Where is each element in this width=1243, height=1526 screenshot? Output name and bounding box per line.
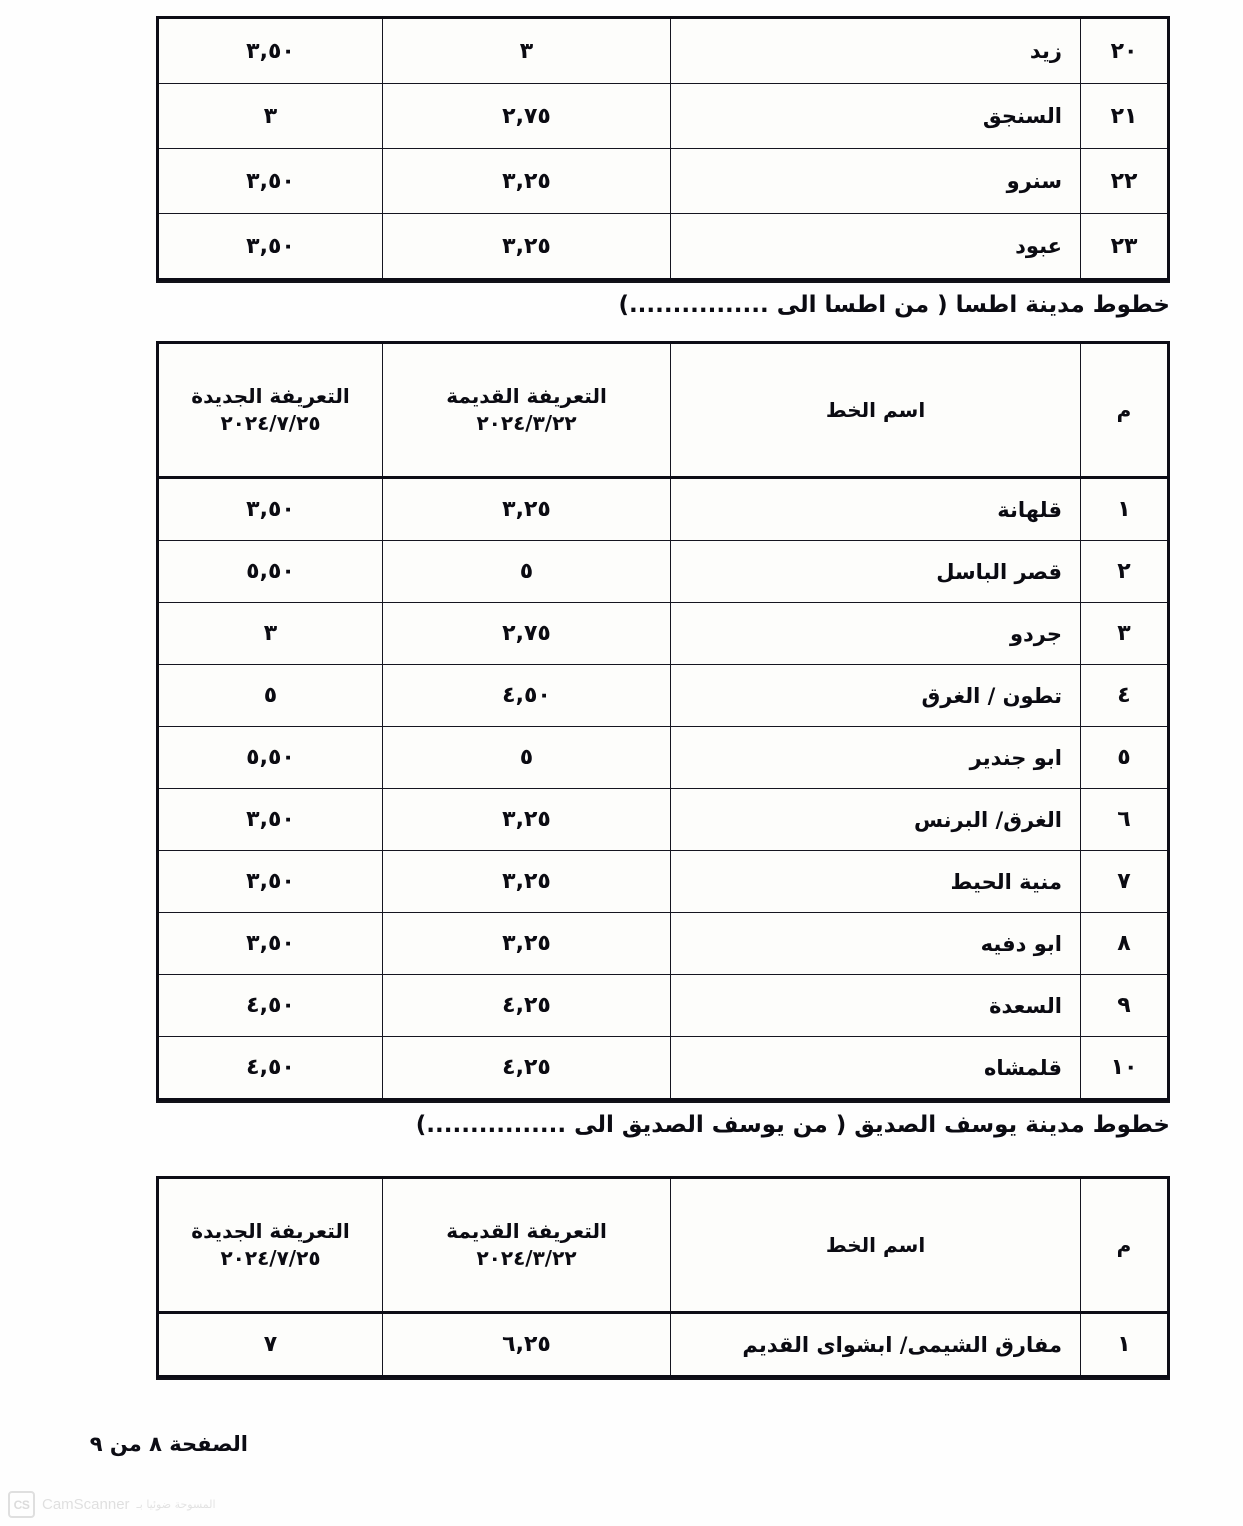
table-row: [158, 975, 1169, 1037]
table-row: [158, 1037, 1169, 1100]
row-index-cell: ٦: [1081, 789, 1169, 851]
table-row: [158, 603, 1169, 665]
page-number-footer: الصفحة ٨ من ٩: [89, 1432, 248, 1456]
new-fare-date: ٢٠٢٤/٧/٢٥: [220, 411, 321, 435]
column-header-new-fare: [158, 343, 383, 478]
row-index-cell: ١٠: [1081, 1037, 1169, 1100]
section-caption-atsa: خطوط مدينة اطسا ( من اطسا الى ................): [618, 292, 1170, 318]
table-row: [158, 727, 1169, 789]
row-index-cell: ٣: [1081, 603, 1169, 665]
old-fare-cell: ٢,٧٥: [383, 603, 671, 665]
new-fare-label: التعريفة الجديدة: [191, 384, 350, 408]
new-fare-label: التعريفة الجديدة: [191, 1219, 350, 1243]
table-row: [158, 214, 1169, 280]
table-row: [158, 789, 1169, 851]
table-row: [158, 478, 1169, 541]
line-name-cell: قلمشاه: [671, 1037, 1081, 1100]
old-fare-cell: ٣,٢٥: [383, 478, 671, 541]
row-index-cell: ٢٣: [1081, 214, 1169, 280]
table-youssef-body: [158, 1313, 1169, 1377]
line-name-cell: زيد: [671, 18, 1081, 84]
old-fare-cell: ٣,٢٥: [383, 913, 671, 975]
line-name-cell: مفارق الشيمى/ ابشواى القديم: [671, 1313, 1081, 1377]
old-fare-cell: ٣,٢٥: [383, 149, 671, 214]
fare-table-youssef: [156, 1176, 1170, 1378]
row-index-cell: ١: [1081, 1313, 1169, 1377]
new-fare-cell: ٣: [158, 84, 383, 149]
table-row: [158, 851, 1169, 913]
line-name-cell: ابو دفيه: [671, 913, 1081, 975]
new-fare-cell: ٣,٥٠: [158, 478, 383, 541]
row-index-cell: ٩: [1081, 975, 1169, 1037]
old-fare-cell: ٣: [383, 18, 671, 84]
new-fare-cell: ٤,٥٠: [158, 1037, 383, 1100]
row-index-cell: ٢٢: [1081, 149, 1169, 214]
old-fare-cell: ٤,٢٥: [383, 975, 671, 1037]
new-fare-cell: ٥,٥٠: [158, 541, 383, 603]
column-header-new-fare: [158, 1178, 383, 1313]
old-fare-cell: ٥: [383, 541, 671, 603]
old-fare-label: التعريفة القديمة: [446, 384, 607, 408]
fare-table-continued: [156, 16, 1170, 281]
table-row: [158, 1313, 1169, 1377]
line-name-cell: قلهانة: [671, 478, 1081, 541]
old-fare-cell: ٣,٢٥: [383, 789, 671, 851]
row-index-cell: ١: [1081, 478, 1169, 541]
table-row: [158, 149, 1169, 214]
new-fare-cell: ٣,٥٠: [158, 149, 383, 214]
camscanner-logo-icon: CS: [8, 1491, 35, 1518]
column-header-num: م: [1081, 1178, 1169, 1313]
row-index-cell: ٢١: [1081, 84, 1169, 149]
new-fare-cell: ٣,٥٠: [158, 18, 383, 84]
table-continued-body: [158, 18, 1169, 280]
line-name-cell: منية الحيط: [671, 851, 1081, 913]
row-index-cell: ٨: [1081, 913, 1169, 975]
old-fare-cell: ٥: [383, 727, 671, 789]
row-index-cell: ٥: [1081, 727, 1169, 789]
old-fare-date: ٢٠٢٤/٣/٢٢: [476, 411, 577, 435]
new-fare-cell: ٣,٥٠: [158, 851, 383, 913]
line-name-cell: السعدة: [671, 975, 1081, 1037]
table-youssef-header: [158, 1178, 1169, 1313]
line-name-cell: قصر الباسل: [671, 541, 1081, 603]
section-caption-youssef: خطوط مدينة يوسف الصديق ( من يوسف الصديق الى ................): [415, 1112, 1170, 1138]
new-fare-cell: ٥: [158, 665, 383, 727]
table-row: [158, 84, 1169, 149]
old-fare-date: ٢٠٢٤/٣/٢٢: [476, 1246, 577, 1270]
line-name-cell: ابو جندير: [671, 727, 1081, 789]
row-index-cell: ٢: [1081, 541, 1169, 603]
line-name-cell: عبود: [671, 214, 1081, 280]
line-name-cell: تطون / الغرق: [671, 665, 1081, 727]
column-header-old-fare: [383, 1178, 671, 1313]
row-index-cell: ٢٠: [1081, 18, 1169, 84]
table-row: [158, 913, 1169, 975]
new-fare-date: ٢٠٢٤/٧/٢٥: [220, 1246, 321, 1270]
old-fare-cell: ٣,٢٥: [383, 851, 671, 913]
line-name-cell: السنجق: [671, 84, 1081, 149]
header-row: [158, 343, 1169, 478]
row-index-cell: ٧: [1081, 851, 1169, 913]
old-fare-label: التعريفة القديمة: [446, 1219, 607, 1243]
old-fare-cell: ٤,٢٥: [383, 1037, 671, 1100]
camscanner-arabic-note: المسوحة ضوئيا بـ: [136, 1498, 216, 1511]
column-header-num: م: [1081, 343, 1169, 478]
line-name-cell: الغرق/ البرنس: [671, 789, 1081, 851]
new-fare-cell: ٧: [158, 1313, 383, 1377]
new-fare-cell: ٥,٥٠: [158, 727, 383, 789]
column-header-name: اسم الخط: [671, 1178, 1081, 1313]
column-header-name: اسم الخط: [671, 343, 1081, 478]
new-fare-cell: ٣,٥٠: [158, 913, 383, 975]
table-atsa-header: [158, 343, 1169, 478]
new-fare-cell: ٣,٥٠: [158, 789, 383, 851]
table-row: [158, 18, 1169, 84]
line-name-cell: سنرو: [671, 149, 1081, 214]
camscanner-brand-text: CamScanner: [42, 1496, 130, 1513]
new-fare-cell: ٣: [158, 603, 383, 665]
fare-table-atsa: [156, 341, 1170, 1101]
old-fare-cell: ٤,٥٠: [383, 665, 671, 727]
old-fare-cell: ٣,٢٥: [383, 214, 671, 280]
row-index-cell: ٤: [1081, 665, 1169, 727]
old-fare-cell: ٢,٧٥: [383, 84, 671, 149]
table-atsa-body: [158, 478, 1169, 1100]
new-fare-cell: ٤,٥٠: [158, 975, 383, 1037]
table-row: [158, 665, 1169, 727]
column-header-old-fare: [383, 343, 671, 478]
line-name-cell: جردو: [671, 603, 1081, 665]
new-fare-cell: ٣,٥٠: [158, 214, 383, 280]
old-fare-cell: ٦,٢٥: [383, 1313, 671, 1377]
table-row: [158, 541, 1169, 603]
camscanner-watermark: [8, 1491, 216, 1518]
header-row: [158, 1178, 1169, 1313]
